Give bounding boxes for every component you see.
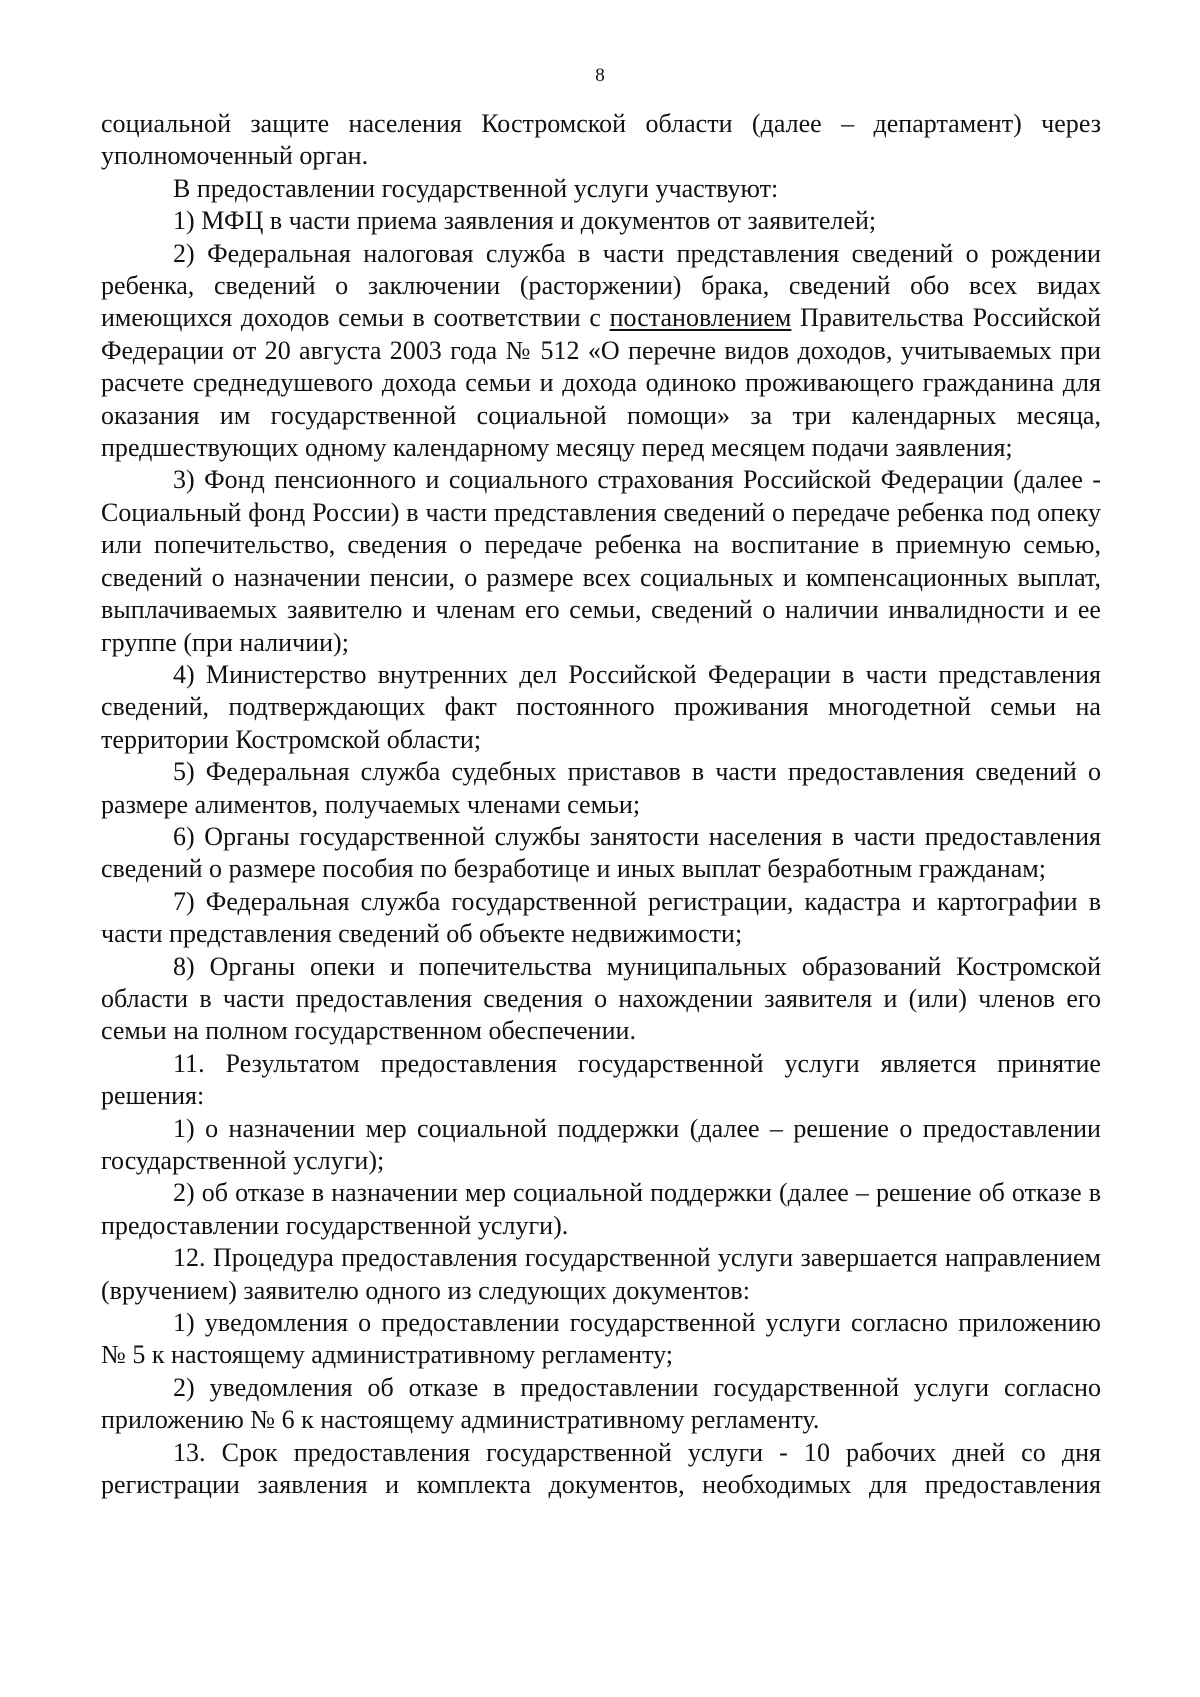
paragraph-item-mfc: 1) МФЦ в части приема заявления и документов от заявителей;	[173, 206, 877, 236]
paragraph-continuation: социальной защите населения Костромской области (далее – департамент) через уполномоченный орган.	[101, 109, 1101, 171]
paragraph-text-before-link: 2) Федеральная налоговая служба в части представления сведений о рождении ребенка, сведений о заключении (расторжении) брака, сведений обо всех видах имеющихся доходов семьи в соответствии с	[101, 238, 1101, 333]
paragraph-text-after-link: Правительства Российской Федерации от 20 августа 2003 года № 512 «О перечне видов доходов, учитываемых при расчете среднедушевого дохода семьи и дохода одиноко проживающего гражданина для оказания им государственной социальной помощи» за три календарных месяца, предшествующих одному календарному месяцу перед месяцем подачи заявления;	[101, 303, 1101, 463]
paragraph-item-guardianship: 8) Органы опеки и попечительства муниципальных образований Костромской области в части предоставления сведения о нахождении заявителя и (или) членов его семьи на полном государственном обеспечении.	[101, 951, 1101, 1046]
paragraph-section-12: 12. Процедура предоставления государственной услуги завершается направлением (вручением) заявителю одного из следующих документов:	[101, 1243, 1101, 1305]
paragraph-result-grant: 1) о назначении мер социальной поддержки (далее – решение о предоставлении государственной услуги);	[101, 1113, 1101, 1175]
paragraph-item-employment: 6) Органы государственной службы занятости населения в части предоставления сведений о размере пособия по безработице и иных выплат безработным гражданам;	[101, 821, 1101, 884]
paragraph-result-refusal: 2) об отказе в назначении мер социальной поддержки (далее – решение об отказе в предоставлении государственной услуги).	[101, 1178, 1101, 1240]
paragraph-item-bailiffs: 5) Федеральная служба судебных приставов в части предоставления сведений о размере алиментов, получаемых членами семьи;	[101, 757, 1101, 819]
paragraph-section-11: 11. Результатом предоставления государственной услуги является принятие решения:	[101, 1048, 1101, 1111]
paragraph-item-interior-ministry: 4) Министерство внутренних дел Российской Федерации в части представления сведений, подтверждающих факт постоянного проживания многодетной семьи на территории Костромской области;	[101, 659, 1101, 754]
paragraph-item-tax-service	[101, 238, 1101, 465]
paragraph-section-13: 13. Срок предоставления государственной услуги - 10 рабочих дней со дня регистрации заявления и комплекта документов, необходимых для предоставления	[101, 1437, 1101, 1500]
paragraph-item-rosreestr: 7) Федеральная служба государственной регистрации, кадастра и картографии в части представления сведений об объекте недвижимости;	[101, 886, 1101, 949]
document-body	[101, 108, 1101, 1501]
paragraph-notice-refusal: 2) уведомления об отказе в предоставлении государственной услуги согласно приложению № 6 к настоящему административному регламенту.	[101, 1372, 1101, 1435]
page-number: 8	[595, 65, 605, 86]
resolution-link[interactable]: постановлением	[609, 303, 792, 333]
paragraph-participants-intro: В предоставлении государственной услуги участвуют:	[173, 173, 779, 203]
paragraph-item-pension-fund: 3) Фонд пенсионного и социального страхования Российской Федерации (далее - Социальный фонд России) в части представления сведений о передаче ребенка под опеку или попечительство, сведения о передаче ребенка на воспитание в приемную семью, сведений о назначении пенсии, о размере всех социальных и компенсационных выплат, выплачиваемых заявителю и членам его семьи, сведений о наличии инвалидности и ее группе (при наличии);	[101, 465, 1101, 657]
paragraph-notice-grant: 1) уведомления о предоставлении государственной услуги согласно приложению № 5 к настоящему административному регламенту;	[101, 1308, 1101, 1370]
